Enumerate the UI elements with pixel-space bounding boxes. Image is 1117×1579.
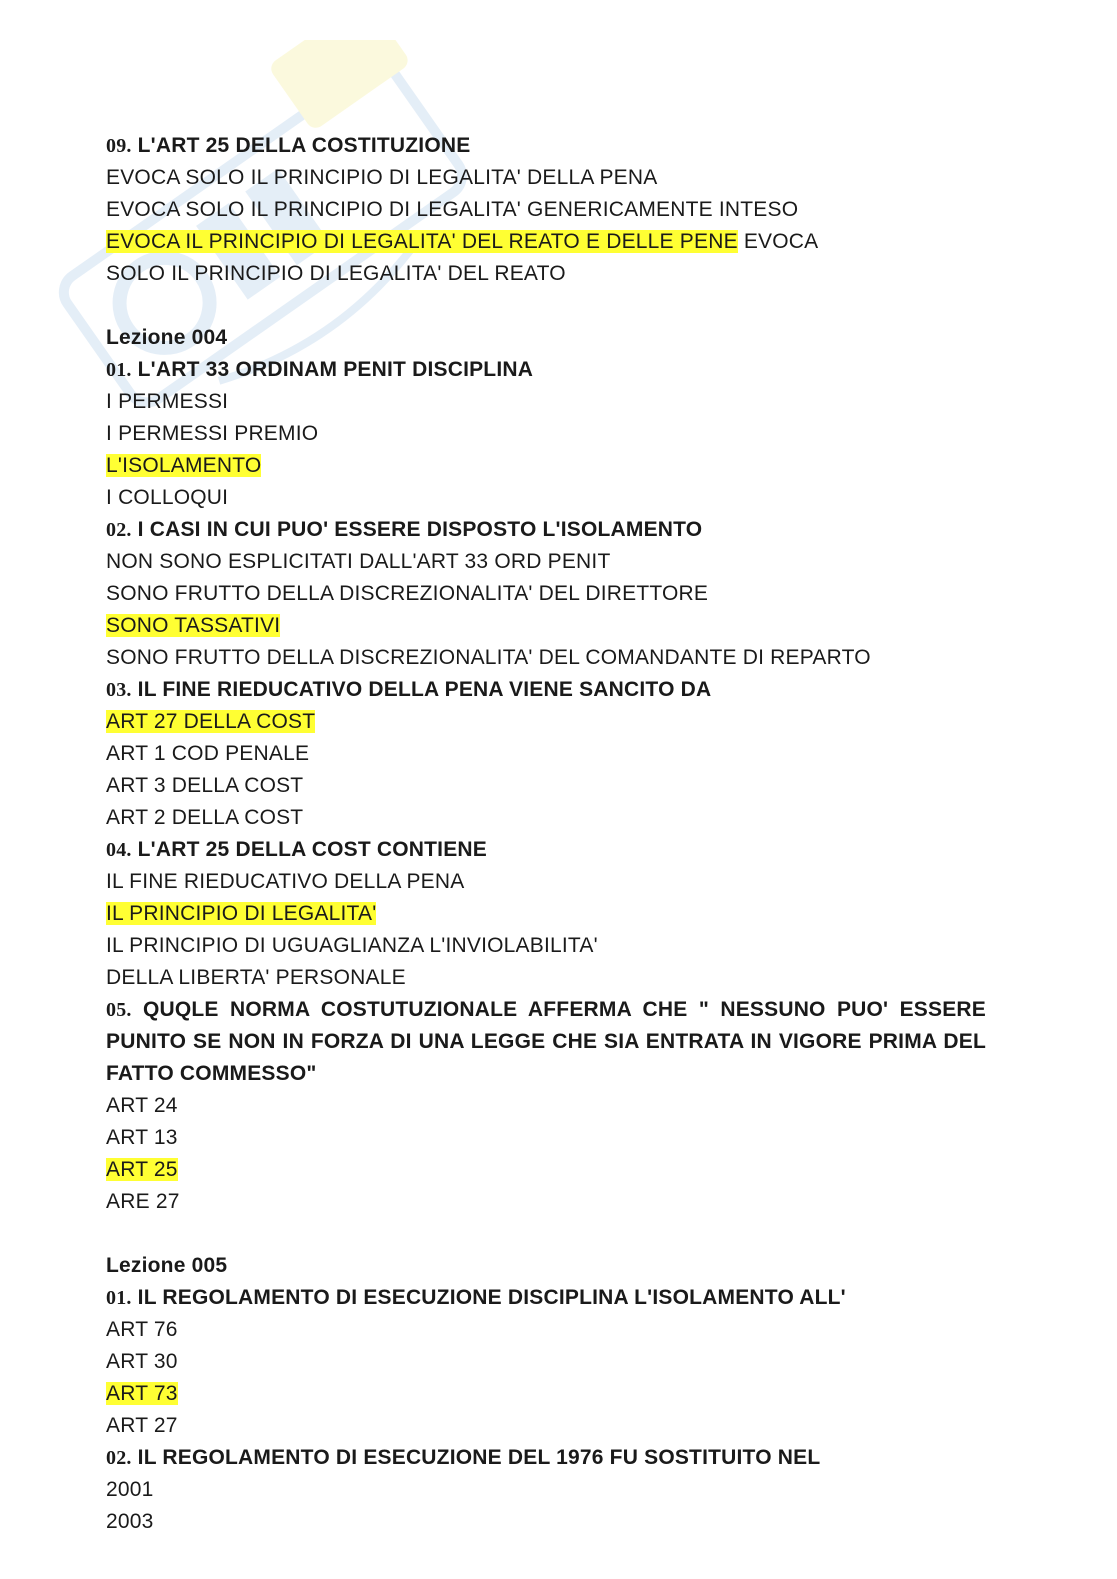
answer-option: SONO FRUTTO DELLA DISCREZIONALITA' DEL DIRETTORE — [106, 582, 709, 605]
question-text: L'ART 25 DELLA COST CONTIENE — [137, 838, 487, 861]
answer-option: SOLO IL PRINCIPIO DI LEGALITA' DEL REATO — [106, 262, 566, 285]
answer-option: IL FINE RIEDUCATIVO DELLA PENA — [106, 870, 465, 893]
question-number: 04. — [106, 839, 132, 861]
question-text: I CASI IN CUI PUO' ESSERE DISPOSTO L'ISOLAMENTO — [137, 518, 703, 541]
question-heading — [106, 130, 1006, 162]
answer-option-continuation: EVOCA — [737, 230, 819, 253]
question-number: 09. — [106, 135, 132, 157]
answer-option: I COLLOQUI — [106, 486, 229, 509]
lesson-heading: Lezione 005 — [106, 1254, 228, 1277]
question-heading — [106, 1282, 1006, 1314]
answer-option: DELLA LIBERTA' PERSONALE — [106, 966, 406, 989]
correct-answer-highlight: ART 73 — [106, 1382, 178, 1405]
answer-option: NON SONO ESPLICITATI DALL'ART 33 ORD PENIT — [106, 550, 611, 573]
answer-option — [106, 1154, 1006, 1186]
question-number: 03. — [106, 679, 132, 701]
question-number: 02. — [106, 1447, 132, 1469]
answer-option — [106, 898, 1006, 930]
question-heading — [106, 834, 1006, 866]
question-number: 01. — [106, 359, 132, 381]
spacer — [106, 1218, 1006, 1250]
question-text: IL REGOLAMENTO DI ESECUZIONE DISCIPLINA L'ISOLAMENTO ALL' — [137, 1286, 846, 1309]
question-heading — [106, 354, 1006, 386]
answer-option: EVOCA SOLO IL PRINCIPIO DI LEGALITA' DELLA PENA — [106, 166, 658, 189]
answer-option — [106, 450, 1006, 482]
question-heading — [106, 1442, 1006, 1474]
correct-answer-highlight: IL PRINCIPIO DI LEGALITA' — [106, 902, 377, 925]
answer-option: ART 24 — [106, 1094, 178, 1117]
answer-option — [106, 706, 1006, 738]
question-number: 05. — [106, 999, 132, 1021]
question-text: L'ART 25 DELLA COSTITUZIONE — [137, 134, 471, 157]
answer-option: ART 3 DELLA COST — [106, 774, 304, 797]
answer-option: ARE 27 — [106, 1190, 180, 1213]
lesson-heading: Lezione 004 — [106, 326, 228, 349]
answer-option: ART 30 — [106, 1350, 178, 1373]
answer-option: ART 13 — [106, 1126, 178, 1149]
answer-option: ART 1 COD PENALE — [106, 742, 310, 765]
correct-answer-highlight: SONO TASSATIVI — [106, 614, 281, 637]
answer-option: ART 76 — [106, 1318, 178, 1341]
answer-option: EVOCA SOLO IL PRINCIPIO DI LEGALITA' GENERICAMENTE INTESO — [106, 198, 799, 221]
correct-answer-highlight: ART 27 DELLA COST — [106, 710, 316, 733]
question-number: 02. — [106, 519, 132, 541]
correct-answer-highlight: ART 25 — [106, 1158, 178, 1181]
answer-option: 2001 — [106, 1478, 154, 1501]
answer-option: SONO FRUTTO DELLA DISCREZIONALITA' DEL COMANDANTE DI REPARTO — [106, 646, 871, 669]
question-text: IL REGOLAMENTO DI ESECUZIONE DEL 1976 FU SOSTITUITO NEL — [137, 1446, 821, 1469]
answer-option: 2003 — [106, 1510, 154, 1533]
question-text: QUQLE NORMA COSTUTUZIONALE AFFERMA CHE " NESSUNO PUO' ESSERE PUNITO SE NON IN FORZA DI UNA LEGGE CHE SIA ENTRATA IN VIGORE PRIMA DEL FATTO COMMESSO" — [106, 998, 986, 1085]
question-heading — [106, 994, 986, 1090]
question-text: IL FINE RIEDUCATIVO DELLA PENA VIENE SANCITO DA — [137, 678, 712, 701]
answer-option: ART 27 — [106, 1414, 178, 1437]
document-body — [106, 130, 1006, 1538]
answer-option: I PERMESSI — [106, 390, 229, 413]
question-text: L'ART 33 ORDINAM PENIT DISCIPLINA — [137, 358, 534, 381]
answer-option — [106, 610, 1006, 642]
question-heading — [106, 514, 1006, 546]
answer-option — [106, 1378, 1006, 1410]
answer-option: ART 2 DELLA COST — [106, 806, 304, 829]
answer-option — [106, 226, 1006, 258]
question-number: 01. — [106, 1287, 132, 1309]
question-heading — [106, 674, 1006, 706]
correct-answer-highlight: L'ISOLAMENTO — [106, 454, 262, 477]
answer-option: I PERMESSI PREMIO — [106, 422, 319, 445]
answer-option: IL PRINCIPIO DI UGUAGLIANZA L'INVIOLABILITA' — [106, 934, 598, 957]
correct-answer-highlight: EVOCA IL PRINCIPIO DI LEGALITA' DEL REATO E DELLE PENE — [106, 230, 738, 253]
spacer — [106, 290, 1006, 322]
